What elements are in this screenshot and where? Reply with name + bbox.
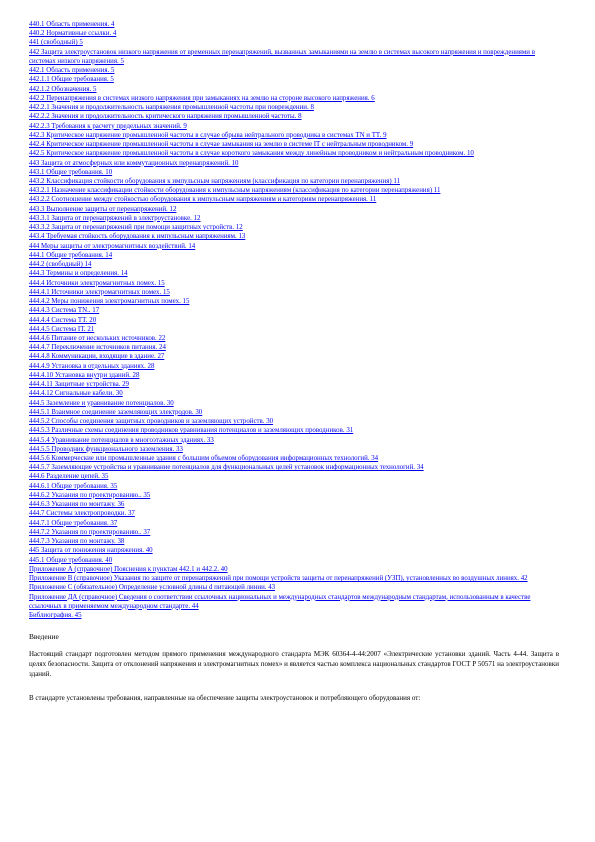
toc-link[interactable]: 444.6 Разделение цепей. 35 bbox=[29, 473, 109, 481]
toc-link[interactable]: 444.5.4 Уравнивание потенциалов в многоэтажных зданиях. 33 bbox=[29, 436, 214, 444]
toc-item bbox=[29, 94, 559, 103]
toc-item bbox=[29, 380, 559, 389]
toc-item bbox=[29, 574, 559, 583]
toc-item bbox=[29, 509, 559, 518]
toc-link[interactable]: Приложение А (справочное) Пояснения к пунктам 442.1 и 442.2. 40 bbox=[29, 565, 228, 573]
toc-item bbox=[29, 362, 559, 371]
toc-link[interactable]: 444.5.2 Способы соединения защитных проводников и заземляющих устройств. 30 bbox=[29, 418, 274, 426]
toc-link[interactable]: 444.5.6 Коммерческие или промышленные здания с большим объемом оборудования информационных технологий. 34 bbox=[29, 455, 379, 463]
toc-item bbox=[29, 417, 559, 426]
toc-item bbox=[29, 519, 559, 528]
toc-link[interactable]: 442.1.2 Обозначения. 5 bbox=[29, 85, 97, 93]
toc-item bbox=[29, 288, 559, 297]
toc-link[interactable]: 444.7.3 Указания по монтажу. 38 bbox=[29, 538, 125, 546]
toc-link[interactable]: 444.1 Общие требования. 14 bbox=[29, 251, 113, 259]
toc-link[interactable]: 442.4 Критическое напряжение промышленной частоты в случае замыкания на землю в системе IT с нейтральным проводником. 9 bbox=[29, 141, 414, 149]
toc-link[interactable]: 444.5.7 Заземляющие устройства и уравнивание потенциалов для функциональных целей установок информационных технологий. 34 bbox=[29, 464, 424, 472]
toc-item bbox=[29, 611, 559, 620]
toc-link[interactable]: 443.2 Классификация стойкости оборудования к импульсным напряжениям (классификация по категории перенапряжения) 11 bbox=[29, 177, 401, 185]
toc-link[interactable]: Приложение В (справочное) Указания по защите от перенапряжений при помощи устройств защиты от перенапряжений (УЗП), установленных во воздушных линиях. 42 bbox=[29, 575, 528, 583]
toc-link[interactable]: 443.3.1 Защита от перенапряжений в электроустановке. 12 bbox=[29, 214, 201, 222]
toc-link[interactable]: 444.5.3 Различные схемы соединения проводников уравнивания потенциалов и заземляющих проводников. 31 bbox=[29, 427, 354, 435]
toc-item bbox=[29, 565, 559, 574]
toc-link[interactable]: 443.2.2 Соотношение между стойкостью оборудования к импульсным напряжениям и категориям перенапряжения. 11 bbox=[29, 196, 377, 204]
toc-item bbox=[29, 159, 559, 168]
toc-item bbox=[29, 140, 559, 149]
toc-item bbox=[29, 177, 559, 186]
toc-item bbox=[29, 306, 559, 315]
toc-link[interactable]: 440.1 Область применения. 4 bbox=[29, 21, 115, 28]
toc-link[interactable]: 444.4.12 Сигнальные кабели. 30 bbox=[29, 390, 123, 398]
toc-link[interactable]: 444.6.1 Общие требования. 35 bbox=[29, 482, 118, 490]
toc-item bbox=[29, 48, 559, 66]
toc-item bbox=[29, 195, 559, 204]
toc-item bbox=[29, 214, 559, 223]
toc-link[interactable]: 444.4.5 Система IT. 21 bbox=[29, 325, 95, 333]
toc-link[interactable]: 444.4.2 Меры понижения электромагнитных помех. 15 bbox=[29, 298, 190, 306]
toc-link[interactable]: 443.3.2 Защита от перенапряжений при помощи защитных устройств. 12 bbox=[29, 224, 243, 232]
toc-link[interactable]: 444.4.7 Переключение источников питания. 24 bbox=[29, 344, 166, 352]
toc-item bbox=[29, 242, 559, 251]
intro-paragraph-1: Настоящий стандарт подготовлен методом прямого применения международного стандарта МЭК 60364-4-44:2007 «Электрические установки зданий. Часть 4-44. Защита в целях безопасности. Защита от отклонений напряжения и электромагнитных помех» и является частью комплекса национальных стандартов ГОСТ Р 50571 на электроустановки зданий. bbox=[29, 650, 559, 679]
toc-link[interactable]: Приложение С (обязательное) Определение условной длины d питающей линии. 43 bbox=[29, 584, 276, 592]
toc-link[interactable]: 445.1 Общие требования. 40 bbox=[29, 556, 113, 564]
toc-item bbox=[29, 316, 559, 325]
toc-link[interactable]: 444.7 Системы электропроводки. 37 bbox=[29, 510, 135, 518]
toc-link[interactable]: 444.4.11 Защитные устройства. 29 bbox=[29, 381, 130, 389]
toc-link[interactable]: Приложение ДА (справочное) Сведения о соответствии ссылочных национальных и международных стандартов международным стандартам, использованным в качестве ссылочных в применяемом международном стандарте. 44 bbox=[29, 593, 531, 610]
toc-link[interactable]: 442.2 Перенапряжения в системах низкого напряжения при замыканиях на землю на стороне высокого напряжения. 6 bbox=[29, 94, 375, 102]
toc-link[interactable]: 442.1 Область применения. 5 bbox=[29, 67, 115, 75]
toc-link[interactable]: 444.4.3 Система TN.. 17 bbox=[29, 307, 100, 315]
toc-item bbox=[29, 546, 559, 555]
toc-item bbox=[29, 297, 559, 306]
toc-item bbox=[29, 205, 559, 214]
toc-item bbox=[29, 528, 559, 537]
intro-paragraph-2: В стандарте установлены требования, направленные на обеспечение защиты электроустановок и потребляющего оборудования от: bbox=[29, 694, 421, 703]
toc-link[interactable]: 444.4.10 Установка внутри зданий. 28 bbox=[29, 371, 140, 379]
toc-item bbox=[29, 325, 559, 334]
toc-link[interactable]: 444.5.5 Проводник функционального заземления. 33 bbox=[29, 445, 183, 453]
toc-link[interactable]: Библиография. 45 bbox=[29, 612, 82, 619]
toc-link[interactable]: 444.7.1 Общие требования. 37 bbox=[29, 519, 118, 527]
toc-item bbox=[29, 445, 559, 454]
toc-link[interactable]: 444.4.8 Коммуникации, входящие в здание. 27 bbox=[29, 353, 165, 361]
toc-link[interactable]: 444.2 (свободный) 14 bbox=[29, 261, 92, 269]
toc-item bbox=[29, 168, 559, 177]
toc-link[interactable]: 443.4 Требуемая стойкость оборудования к импульсным напряжениям. 13 bbox=[29, 233, 246, 241]
toc-link[interactable]: 442.2.2 Значения и продолжительность критического напряжения промышленной частоты. 8 bbox=[29, 113, 302, 121]
toc-link[interactable]: 442.2.3 Требования к расчету предельных значений. 9 bbox=[29, 122, 187, 130]
toc-item bbox=[29, 186, 559, 195]
toc-item bbox=[29, 472, 559, 481]
toc-link[interactable]: 444.5 Заземление и уравнивание потенциалов. 30 bbox=[29, 399, 174, 407]
toc-link[interactable]: 444.4.9 Установка в отдельных зданиях. 28 bbox=[29, 362, 155, 370]
toc-link[interactable]: 443.2.1 Назначение классификации стойкости оборудования к импульсным напряжениям (классификация по категории перенапряжения) 11 bbox=[29, 187, 441, 195]
toc-item bbox=[29, 269, 559, 278]
toc-link[interactable]: 444 Меры защиты от электромагнитных воздействий. 14 bbox=[29, 242, 196, 250]
toc-item bbox=[29, 38, 559, 47]
toc-item bbox=[29, 454, 559, 463]
toc-link[interactable]: 445 Защита от понижения напряжения. 40 bbox=[29, 547, 153, 555]
toc-link[interactable]: 444.7.2 Указания по проектированию.. 37 bbox=[29, 528, 151, 536]
toc-link[interactable]: 441 (свободный) 5 bbox=[29, 39, 83, 47]
toc-item bbox=[29, 593, 559, 611]
toc-item bbox=[29, 426, 559, 435]
toc-item bbox=[29, 482, 559, 491]
toc-item bbox=[29, 500, 559, 509]
toc-link[interactable]: 443 Защита от атмосферных или коммутационных перенапряжений. 10 bbox=[29, 159, 239, 167]
toc-item bbox=[29, 279, 559, 288]
toc-link[interactable]: 444.3 Термины и определения. 14 bbox=[29, 270, 128, 278]
toc-link[interactable]: 440.2 Нормативные ссылки. 4 bbox=[29, 30, 117, 38]
toc-item bbox=[29, 122, 559, 131]
intro-heading: Введение bbox=[29, 632, 59, 642]
toc-link[interactable]: 442.5 Критическое напряжение промышленной частоты в случае короткого замыкания между линейным проводником и нейтральным проводником. 10 bbox=[29, 150, 474, 158]
toc-item bbox=[29, 583, 559, 592]
toc-item bbox=[29, 260, 559, 269]
toc-item bbox=[29, 232, 559, 241]
toc-link[interactable]: 444.4.6 Питание от нескольких источников. 22 bbox=[29, 334, 166, 342]
toc-item bbox=[29, 20, 559, 29]
document-page bbox=[29, 20, 559, 703]
toc-item bbox=[29, 29, 559, 38]
toc-link[interactable]: 444.5.1 Взаимное соединение заземляющих электродов. 30 bbox=[29, 408, 203, 416]
toc-link[interactable]: 444.4 Источники электромагнитных помех. 15 bbox=[29, 279, 165, 287]
toc-item bbox=[29, 66, 559, 75]
toc-item bbox=[29, 149, 559, 158]
toc-item bbox=[29, 491, 559, 500]
toc-link[interactable]: 444.4.1 Источники электромагнитных помех. 15 bbox=[29, 288, 170, 296]
toc-item bbox=[29, 103, 559, 112]
toc-item bbox=[29, 85, 559, 94]
toc-link[interactable]: 442.1.1 Общие требования. 5 bbox=[29, 76, 114, 84]
toc-link[interactable]: 444.6.3 Указания по монтажу. 36 bbox=[29, 501, 125, 509]
toc-link[interactable]: 442.2.1 Значения и продолжительность напряжения промышленной частоты при повреждении. 8 bbox=[29, 104, 314, 112]
toc-item bbox=[29, 399, 559, 408]
toc-item bbox=[29, 463, 559, 472]
toc-item bbox=[29, 389, 559, 398]
table-of-contents bbox=[29, 20, 559, 620]
toc-item bbox=[29, 251, 559, 260]
toc-item bbox=[29, 371, 559, 380]
toc-item bbox=[29, 223, 559, 232]
toc-item bbox=[29, 537, 559, 546]
toc-item bbox=[29, 408, 559, 417]
toc-link[interactable]: 444.4.4 Система TT. 20 bbox=[29, 316, 97, 324]
toc-link[interactable]: 442.3 Критическое напряжение промышленной частоты в случае обрыва нейтрального проводника в системах TN и TT. 9 bbox=[29, 131, 387, 139]
toc-item bbox=[29, 112, 559, 121]
toc-item bbox=[29, 75, 559, 84]
toc-item bbox=[29, 352, 559, 361]
toc-item bbox=[29, 436, 559, 445]
toc-link[interactable]: 444.6.2 Указания по проектированию.. 35 bbox=[29, 491, 151, 499]
toc-link[interactable]: 442 Защита электроустановок низкого напряжения от временных перенапряжений, вызванных замыканиями на землю в системах высокого напряжения и повреждениями в системах низкого напряжения. 5 bbox=[29, 48, 535, 65]
toc-item bbox=[29, 343, 559, 352]
toc-item bbox=[29, 334, 559, 343]
toc-item bbox=[29, 131, 559, 140]
toc-item bbox=[29, 556, 559, 565]
toc-link[interactable]: 443.1 Общие требования. 10 bbox=[29, 168, 113, 176]
toc-link[interactable]: 443.3 Выполнение защиты от перенапряжений. 12 bbox=[29, 205, 177, 213]
